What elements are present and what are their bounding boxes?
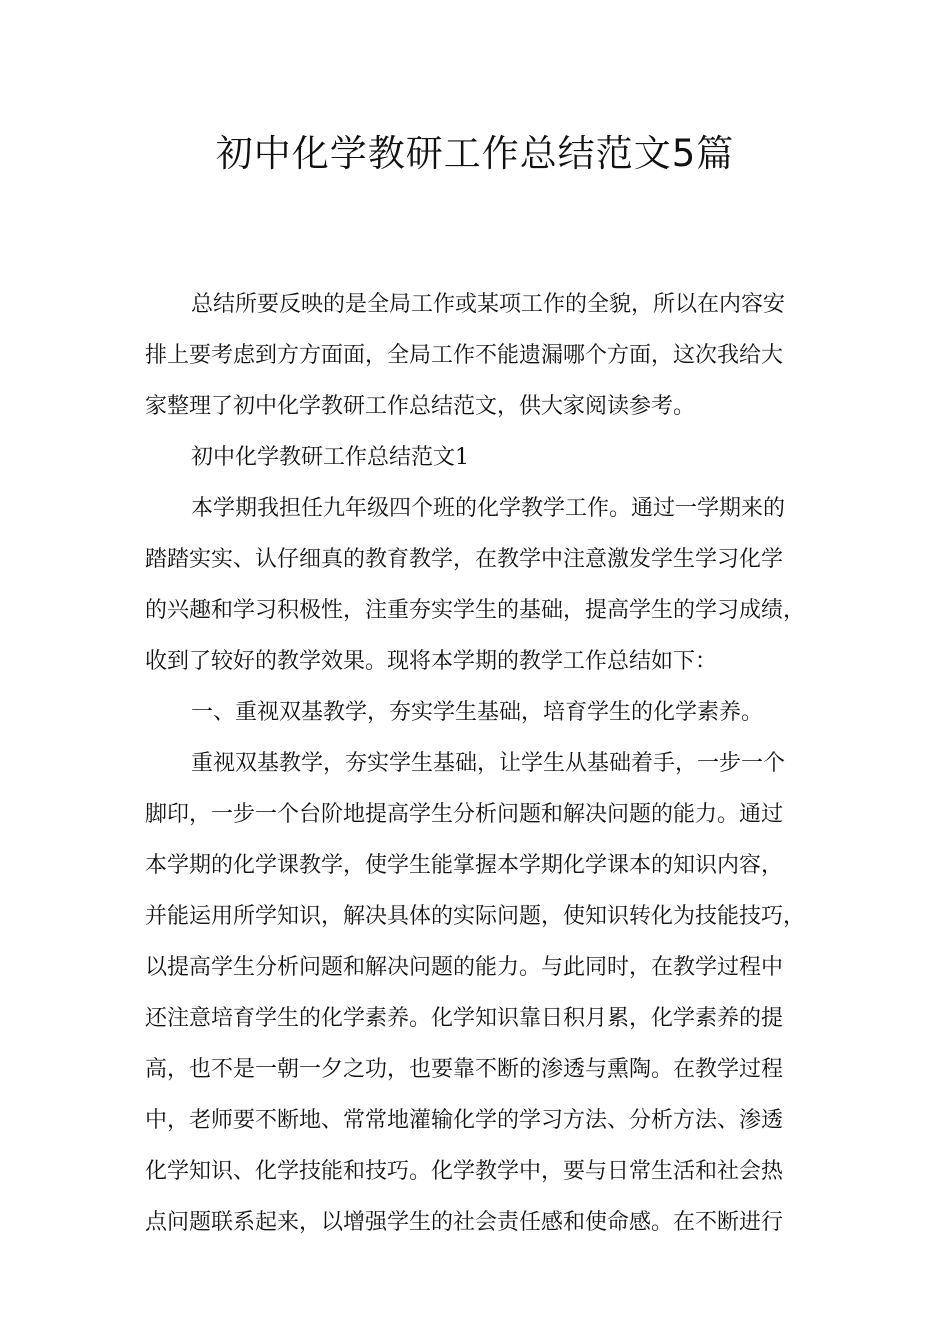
paragraph-line: 收到了较好的教学效果。现将本学期的教学工作总结如下： bbox=[145, 649, 718, 674]
paragraph-line: 中，老师要不断地、常常地灌输化学的学习方法、分析方法、渗透 bbox=[145, 1108, 784, 1133]
paragraph-line: 本学期我担任九年级四个班的化学教学工作。通过一学期来的 bbox=[191, 496, 786, 521]
document-title: 初中化学教研工作总结范文5篇 bbox=[215, 132, 735, 175]
paragraph-line: 的兴趣和学习积极性，注重夯实学生的基础，提高学生的学习成绩， bbox=[145, 598, 806, 623]
paragraph-line: 踏踏实实、认仔细真的教育教学，在教学中注意激发学生学习化学 bbox=[145, 547, 784, 572]
section-heading: 初中化学教研工作总结范文1 bbox=[191, 445, 469, 470]
paragraph-line: 化学知识、化学技能和技巧。化学教学中，要与日常生活和社会热 bbox=[145, 1159, 784, 1184]
paragraph-line: 总结所要反映的是全局工作或某项工作的全貌，所以在内容安 bbox=[191, 292, 786, 317]
paragraph-line: 排上要考虑到方方面面，全局工作不能遗漏哪个方面，这次我给大 bbox=[145, 343, 784, 368]
document-body bbox=[145, 279, 810, 1248]
paragraph-line: 以提高学生分析问题和解决问题的能力。与此同时，在教学过程中 bbox=[145, 955, 784, 980]
paragraph-line: 并能运用所学知识，解决具体的实际问题，使知识转化为技能技巧， bbox=[145, 904, 806, 929]
paragraph-line: 高，也不是一朝一夕之功，也要靠不断的渗透与熏陶。在教学过程 bbox=[145, 1057, 784, 1082]
paragraph-line: 点问题联系起来，以增强学生的社会责任感和使命感。在不断进行 bbox=[145, 1210, 784, 1235]
paragraph-line: 本学期的化学课教学，使学生能掌握本学期化学课本的知识内容， bbox=[145, 853, 784, 878]
paragraph-line: 还注意培育学生的化学素养。化学知识靠日积月累，化学素养的提 bbox=[145, 1006, 784, 1031]
section-heading: 一、重视双基教学，夯实学生基础，培育学生的化学素养。 bbox=[191, 700, 764, 725]
paragraph-line: 家整理了初中化学教研工作总结范文，供大家阅读参考。 bbox=[145, 394, 696, 419]
paragraph-line: 重视双基教学，夯实学生基础，让学生从基础着手，一步一个 bbox=[191, 751, 786, 776]
paragraph-line: 脚印，一步一个台阶地提高学生分析问题和解决问题的能力。通过 bbox=[145, 802, 784, 827]
